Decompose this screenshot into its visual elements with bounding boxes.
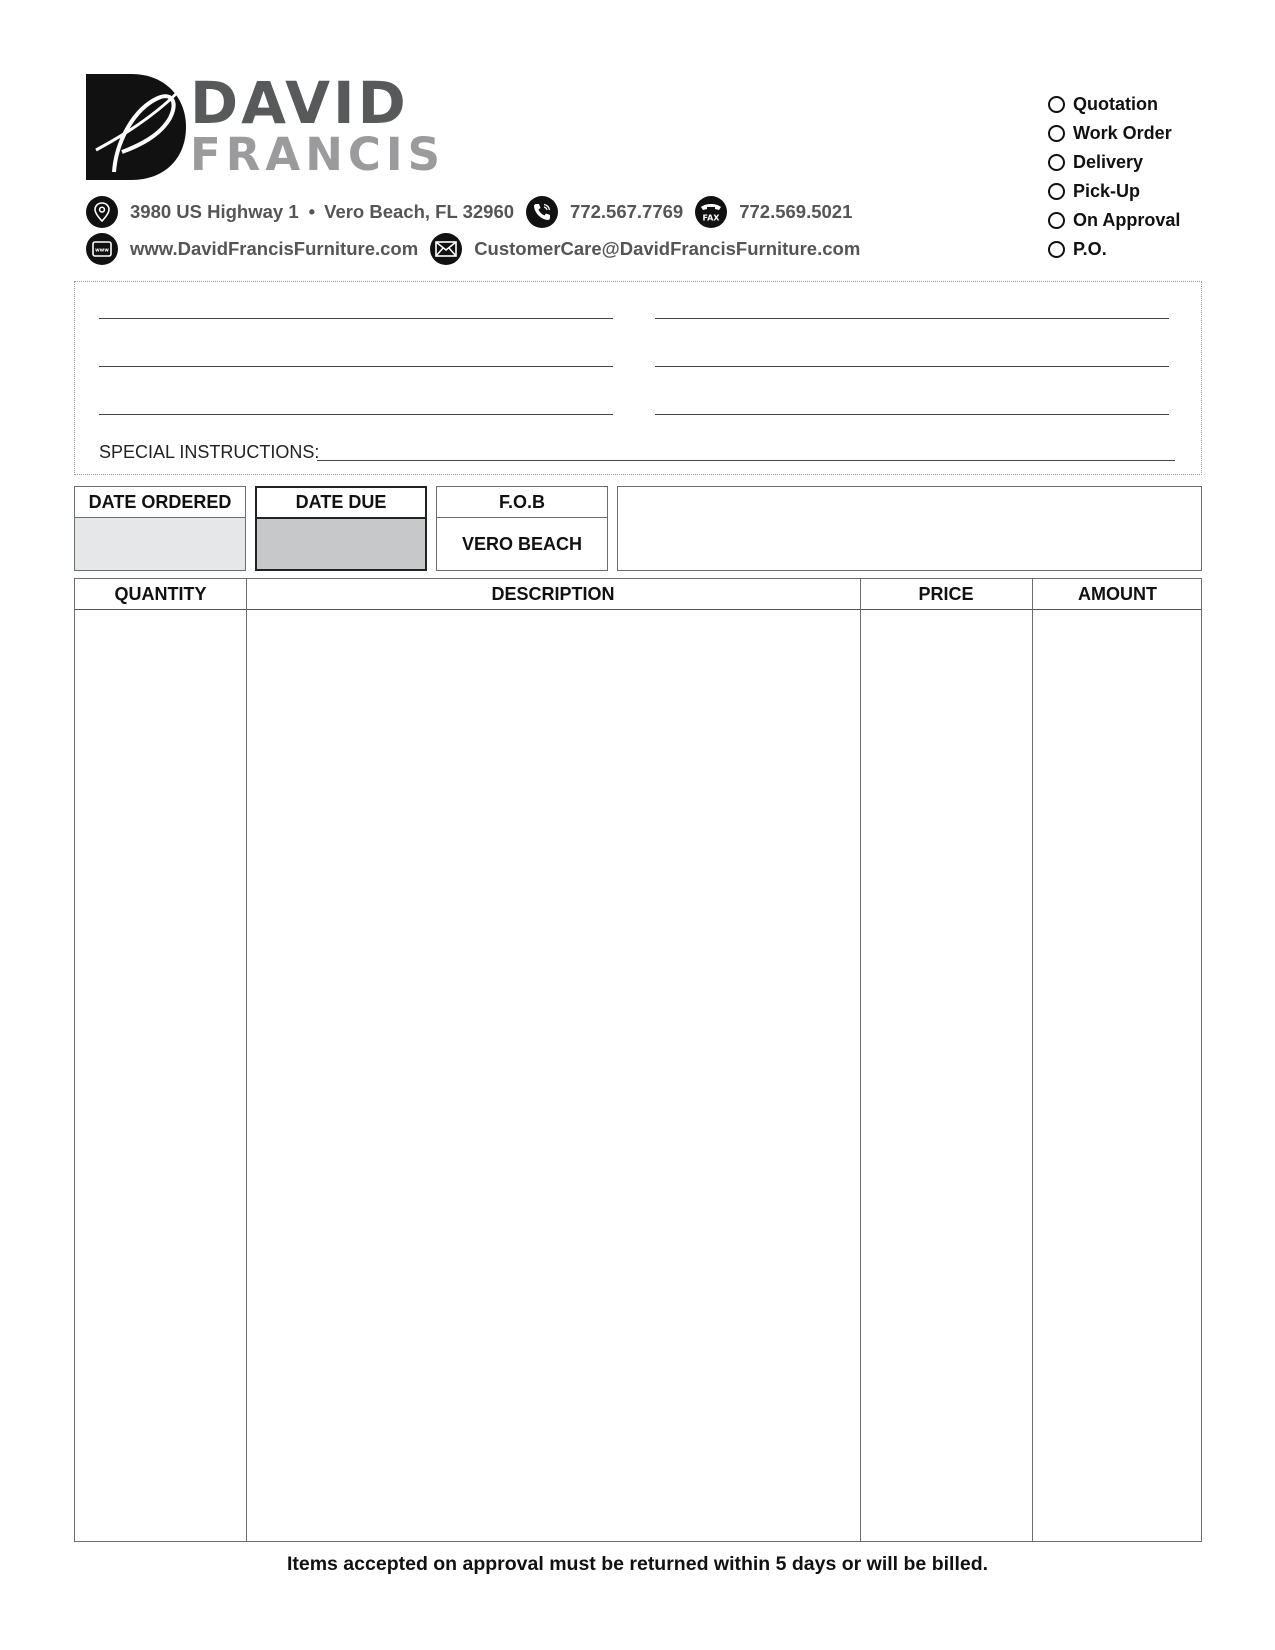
address-street: 3980 US Highway 1 — [130, 201, 299, 222]
logo-word-francis: FRANCIS — [190, 128, 446, 181]
radio-circle-icon[interactable] — [1048, 125, 1065, 142]
date-ordered-field[interactable] — [75, 518, 245, 570]
blank-info-box[interactable] — [617, 486, 1202, 571]
customer-info-box — [74, 281, 1202, 475]
customer-line-left-1[interactable] — [99, 318, 613, 319]
option-label: Quotation — [1073, 94, 1158, 114]
fob-box — [436, 486, 608, 571]
phone-number[interactable]: 772.567.7769 — [570, 201, 684, 222]
radio-circle-icon[interactable] — [1048, 96, 1065, 113]
radio-circle-icon[interactable] — [1048, 241, 1065, 258]
address-separator: • — [308, 201, 316, 222]
option-pick-up[interactable] — [1048, 177, 1180, 206]
customer-line-right-2[interactable] — [655, 366, 1169, 367]
email-link[interactable]: CustomerCare@DavidFrancisFurniture.com — [474, 238, 861, 259]
web-icon — [86, 233, 118, 265]
customer-line-left-2[interactable] — [99, 366, 613, 367]
column-divider — [1032, 579, 1033, 1541]
radio-circle-icon[interactable] — [1048, 154, 1065, 171]
web-icon-label: www — [95, 247, 109, 254]
option-work-order[interactable] — [1048, 119, 1180, 148]
fax-number[interactable]: 772.569.5021 — [739, 201, 853, 222]
radio-circle-icon[interactable] — [1048, 212, 1065, 229]
radio-circle-icon[interactable] — [1048, 183, 1065, 200]
date-ordered-box — [74, 486, 246, 571]
customer-line-left-3[interactable] — [99, 414, 613, 415]
date-due-field[interactable] — [257, 519, 425, 569]
option-label: On Approval — [1073, 210, 1181, 230]
email-icon — [430, 233, 462, 265]
column-divider — [246, 579, 247, 1541]
phone-icon — [526, 196, 558, 228]
option-delivery[interactable] — [1048, 148, 1180, 177]
location-pin-icon — [86, 196, 118, 228]
column-divider — [860, 579, 861, 1541]
option-label: P.O. — [1073, 239, 1107, 259]
address-city: Vero Beach, FL 32960 — [324, 201, 515, 222]
option-on-approval[interactable] — [1048, 206, 1180, 235]
contact-row-web — [86, 233, 872, 265]
date-due-box — [255, 486, 427, 571]
date-ordered-label: DATE ORDERED — [75, 487, 245, 518]
line-items-table — [74, 578, 1202, 1542]
special-instructions-field[interactable] — [317, 460, 1175, 461]
customer-line-right-3[interactable] — [655, 414, 1169, 415]
logo-mark-icon — [86, 74, 186, 180]
option-quotation[interactable] — [1048, 90, 1180, 119]
special-instructions-label: SPECIAL INSTRUCTIONS: — [99, 442, 320, 462]
date-due-label: DATE DUE — [257, 488, 425, 519]
fob-label: F.O.B — [437, 487, 607, 518]
order-type-options — [1048, 90, 1180, 264]
contact-row-address — [86, 196, 864, 228]
approval-notice: Items accepted on approval must be returned within 5 days or will be billed. — [286, 1553, 989, 1575]
customer-line-right-1[interactable] — [655, 318, 1169, 319]
fax-icon — [695, 196, 727, 228]
column-header-amount: AMOUNT — [1078, 583, 1157, 604]
column-header-description: DESCRIPTION — [491, 583, 615, 604]
fax-icon-label: FAX — [702, 213, 720, 223]
company-logo — [86, 69, 456, 182]
fob-value: VERO BEACH — [461, 533, 582, 554]
column-header-price: PRICE — [918, 583, 974, 604]
column-header-quantity: QUANTITY — [114, 583, 207, 604]
option-label: Pick-Up — [1073, 181, 1141, 201]
option-label: Work Order — [1073, 123, 1172, 143]
website-link[interactable]: www.DavidFrancisFurniture.com — [130, 238, 419, 259]
logo-word-david: DAVID — [190, 69, 409, 137]
option-po[interactable] — [1048, 235, 1180, 264]
option-label: Delivery — [1073, 152, 1144, 172]
